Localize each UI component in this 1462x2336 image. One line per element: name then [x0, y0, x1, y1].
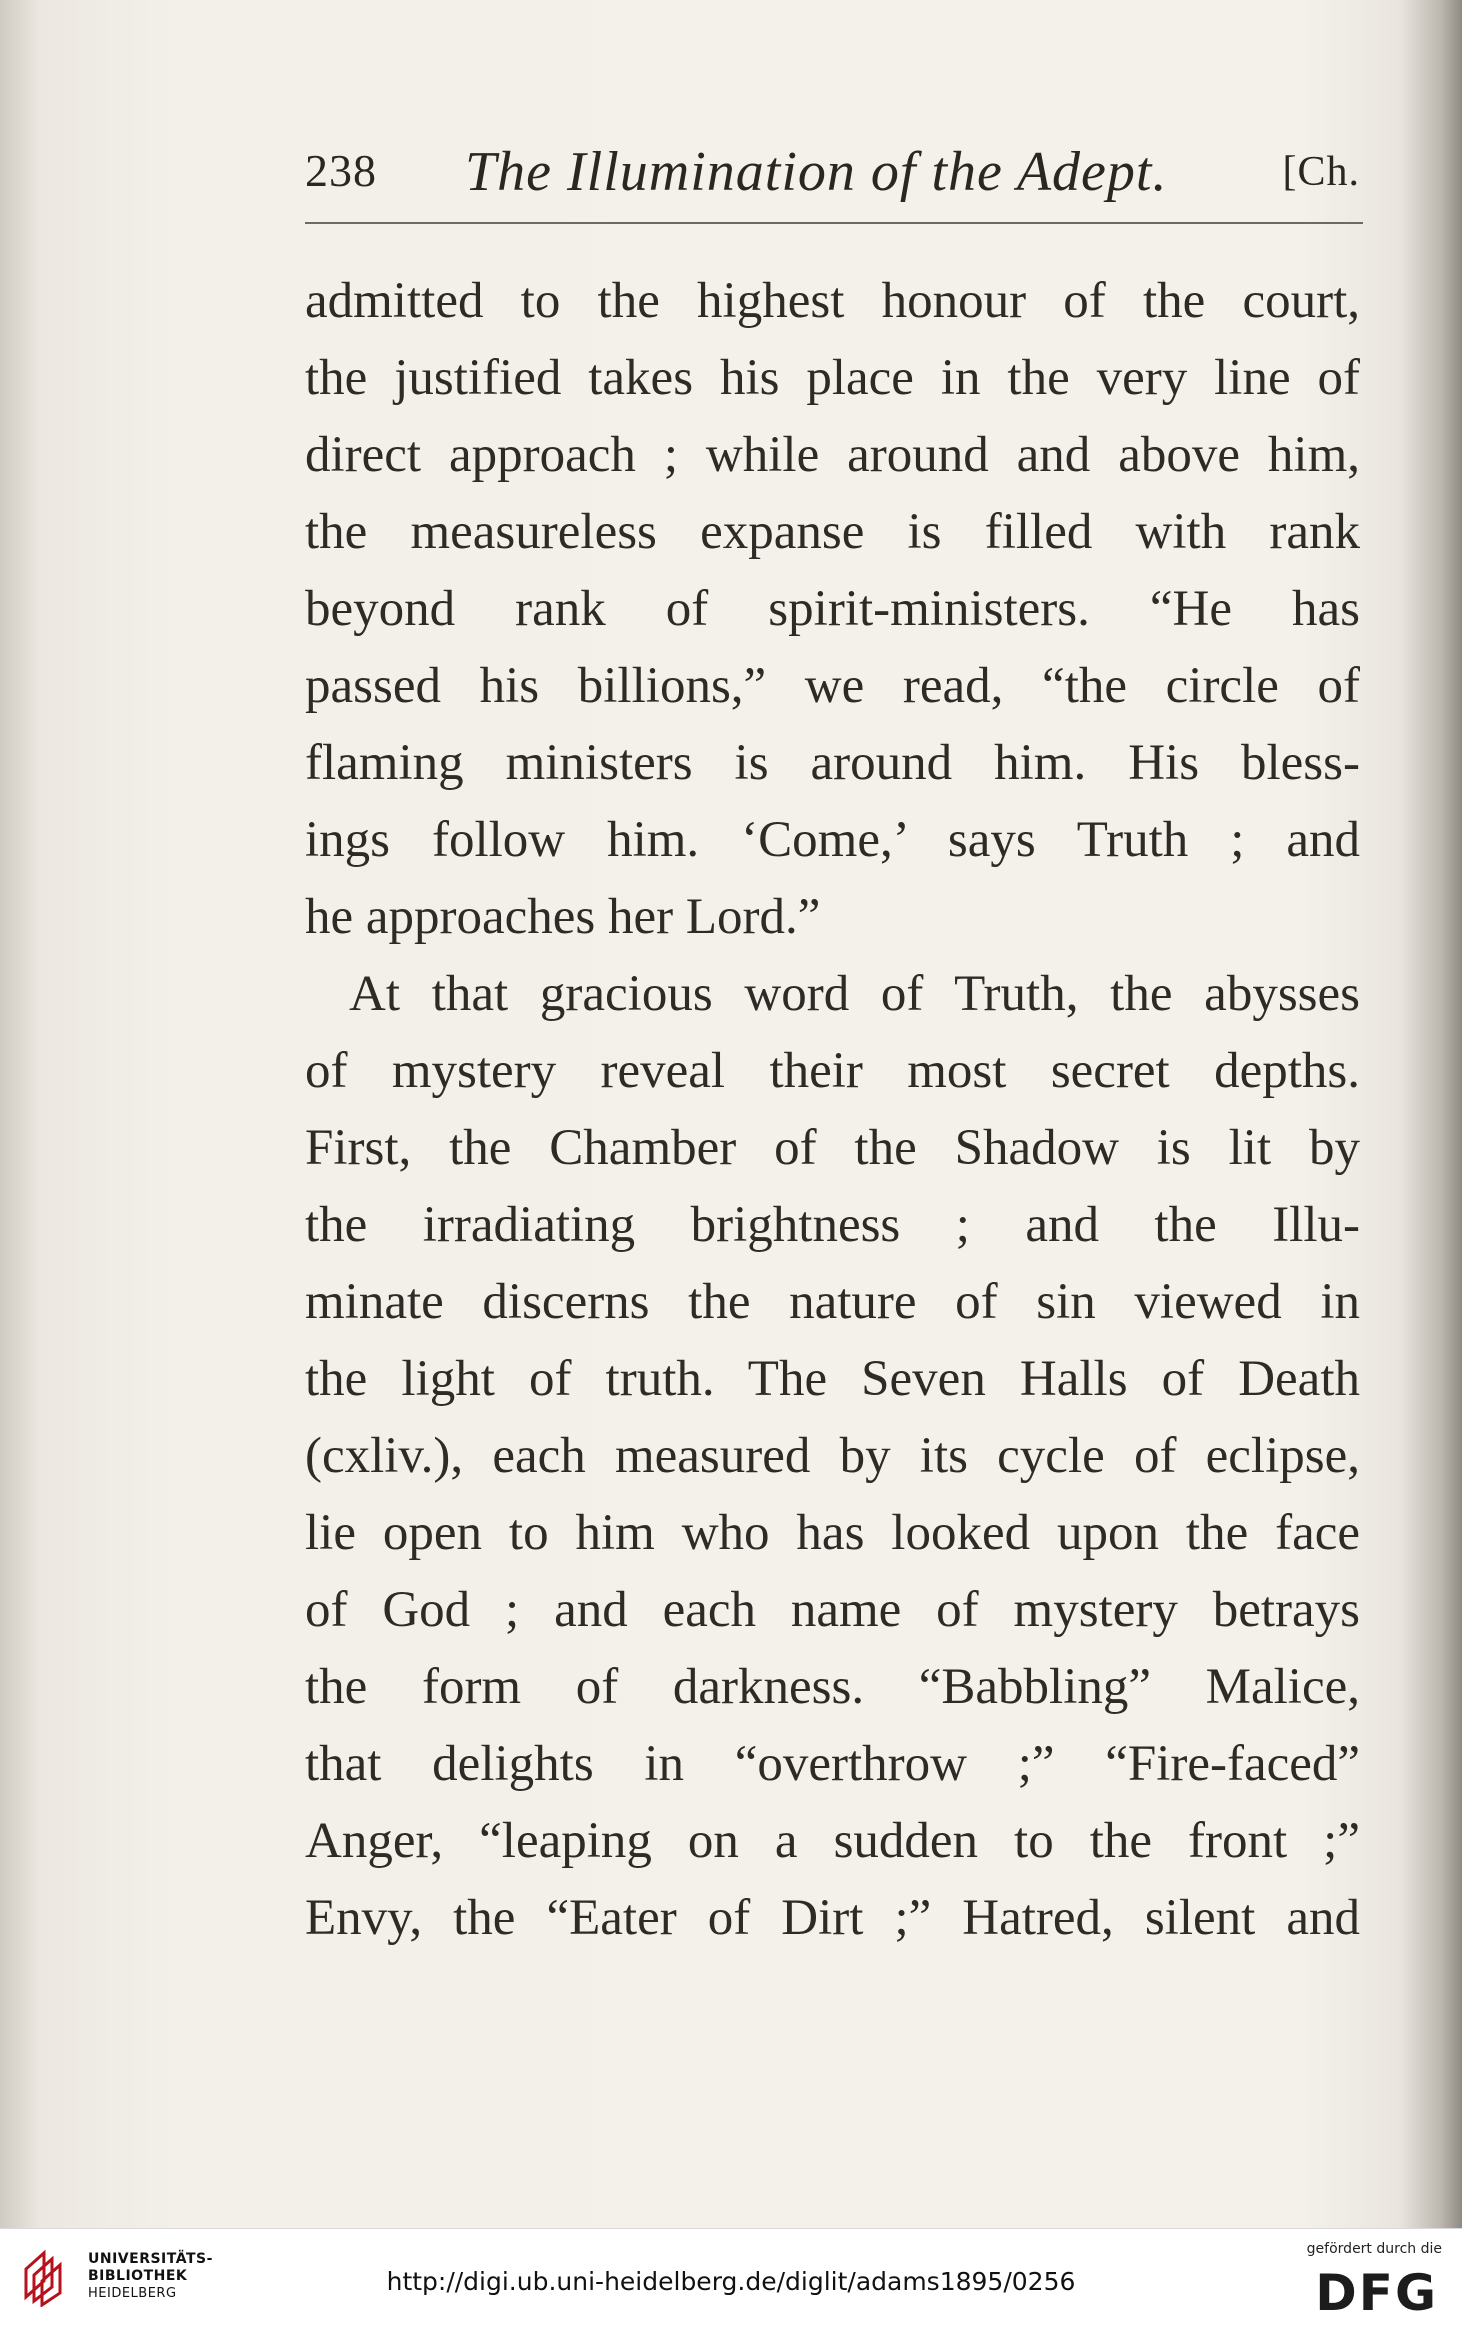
library-name-line: UNIVERSITÄTS-	[88, 2251, 213, 2267]
text-line: ings follow him. ‘Come,’ says Truth ; and	[305, 812, 1360, 868]
funding-text: gefördert durch die	[1306, 2241, 1442, 2257]
text-line: (cxliv.), each measured by its cycle of eclipse,	[305, 1428, 1360, 1484]
text-line: First, the Chamber of the Shadow is lit by	[305, 1120, 1360, 1176]
text-line: flaming ministers is around him. His bless-	[305, 735, 1360, 791]
text-line: passed his billions,” we read, “the circle of	[305, 658, 1360, 714]
text-line: Envy, the “Eater of Dirt ;” Hatred, silent and	[305, 1890, 1360, 1946]
library-name-line: HEIDELBERG	[88, 2286, 177, 2301]
text-line: of mystery reveal their most secret depths.	[305, 1043, 1360, 1099]
text-line: the justified takes his place in the very line of	[305, 350, 1360, 406]
digitization-footer	[0, 2228, 1462, 2336]
text-line: direct approach ; while around and above him,	[305, 427, 1360, 483]
page-number: 238	[305, 145, 377, 196]
text-line: At that gracious word of Truth, the abysses	[349, 966, 1360, 1022]
text-line: minate discerns the nature of sin viewed in	[305, 1274, 1360, 1330]
source-url-link[interactable]: http://digi.ub.uni-heidelberg.de/diglit/adams1895/0256	[386, 2267, 1076, 2296]
running-header	[305, 136, 1360, 206]
text-line: Anger, “leaping on a sudden to the front ;”	[305, 1813, 1360, 1869]
text-line: the light of truth. The Seven Halls of Death	[305, 1351, 1360, 1407]
text-line: the form of darkness. “Babbling” Malice,	[305, 1659, 1360, 1715]
dfg-logo: DFG	[1315, 2264, 1438, 2322]
text-line: beyond rank of spirit-ministers. “He has	[305, 581, 1360, 637]
text-line: lie open to him who has looked upon the face	[305, 1505, 1360, 1561]
text-line: that delights in “overthrow ;” “Fire-faced”	[305, 1736, 1360, 1792]
text-line: the irradiating brightness ; and the Illu-	[305, 1197, 1360, 1253]
body-text	[305, 263, 1360, 1957]
library-name-line: BIBLIOTHEK	[88, 2268, 188, 2284]
chapter-mark: [Ch.	[1282, 149, 1360, 195]
text-line: admitted to the highest honour of the court,	[305, 273, 1360, 329]
header-rule	[305, 222, 1363, 224]
running-title: The Illumination of the Adept.	[465, 141, 1168, 203]
text-line: he approaches her Lord.”	[305, 889, 821, 945]
text-line: the measureless expanse is filled with rank	[305, 504, 1360, 560]
text-line: of God ; and each name of mystery betrays	[305, 1582, 1360, 1638]
